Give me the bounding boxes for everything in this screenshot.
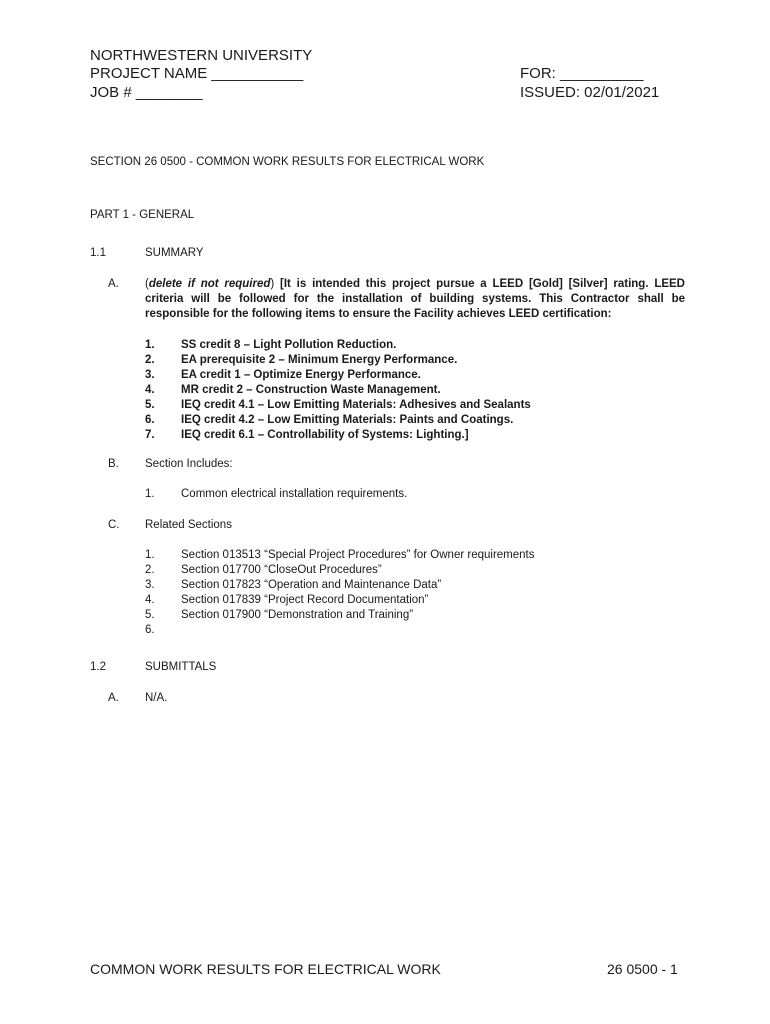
section-title: SECTION 26 0500 - COMMON WORK RESULTS FOR ELECTRICAL WORK: [90, 156, 485, 168]
article-number: 1.1: [90, 247, 106, 259]
related-sections-title: Related Sections: [145, 519, 232, 531]
job-number: JOB # ________: [90, 84, 203, 101]
part-heading: PART 1 - GENERAL: [90, 209, 195, 221]
item-letter: B.: [108, 458, 119, 470]
submittals-text: N/A.: [145, 692, 168, 704]
for-field: FOR: __________: [520, 65, 644, 82]
section-includes-title: Section Includes:: [145, 458, 233, 470]
university-name: NORTHWESTERN UNIVERSITY: [90, 47, 313, 64]
editor-note: delete if not required: [148, 278, 271, 290]
footer-title: COMMON WORK RESULTS FOR ELECTRICAL WORK: [90, 961, 441, 977]
issued-date: ISSUED: 02/01/2021: [520, 84, 660, 101]
leed-paragraph: [145, 277, 685, 322]
item-letter: A.: [108, 692, 119, 704]
leed-text: [It is intended this project pursue a LEED [Gold] [Silver] rating. LEED criteria will be followed for the installation of building systems. This Contractor shall be responsible for the following items to ensure the Facility achieves LEED certification:: [145, 278, 685, 320]
paren-close: ): [270, 278, 275, 290]
item-letter: C.: [108, 519, 120, 531]
paren-open: (: [145, 278, 149, 290]
article-title: SUMMARY: [145, 247, 204, 259]
page-number: 26 0500 - 1: [607, 961, 678, 977]
item-letter: A.: [108, 278, 119, 290]
article-number: 1.2: [90, 661, 106, 673]
article-title: SUBMITTALS: [145, 661, 217, 673]
project-name: PROJECT NAME ___________: [90, 65, 304, 82]
